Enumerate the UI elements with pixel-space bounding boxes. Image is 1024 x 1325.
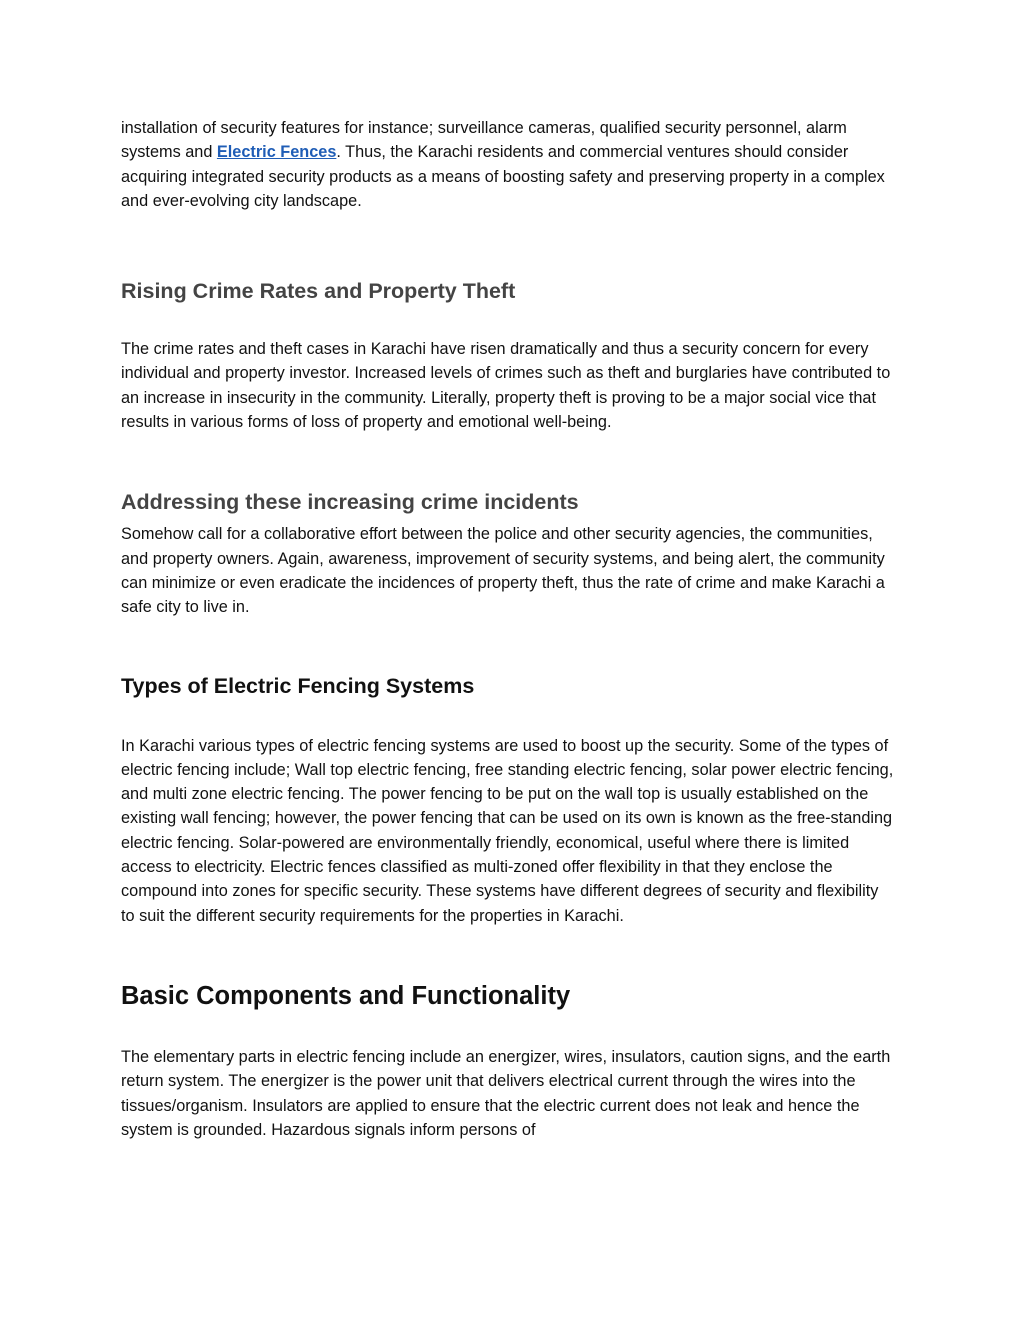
heading-addressing-crime: Addressing these increasing crime incidents <box>121 490 579 515</box>
paragraph-fencing-types: In Karachi various types of electric fencing systems are used to boost up the security. Some of the types of electric fencing include; Wall top electric fencing, free standing electric fencing, solar power electric fencing, and multi zone electric fencing. The power fencing to be put on the wall top is usually established on the existing wall fencing; however, the power fencing that can be used on its own is known as the free-standing electric fencing. Solar-powered are environmentally friendly, economical, useful where there is limited access to electricity. Electric fences classified as multi-zoned offer flexibility in that they enclose the compound into zones for specific security. These systems have different degrees of security and flexibility to suit the different security requirements for the properties in Karachi. <box>121 736 894 925</box>
paragraph-rising-crime: The crime rates and theft cases in Karachi have risen dramatically and thus a security concern for every individual and property investor. Increased levels of crimes such as theft and burglaries have contributed to an increase in insecurity in the community. Literally, property theft is proving to be a major social vice that results in various forms of loss of property and emotional well-being. <box>121 340 891 432</box>
document-body <box>121 116 896 1142</box>
intro-text-after-link: . Thus, the Karachi residents and commercial ventures should consider acquiring integrated security products as a means of boosting safety and preserving property in a complex and ever-evolving city landscape. <box>121 143 885 210</box>
intro-text-before-link: installation of security features for instance; surveillance cameras, qualified security personnel, alarm systems and <box>121 119 847 162</box>
paragraph-basic-components: The elementary parts in electric fencing include an energizer, wires, insulators, caution signs, and the earth return system. The energizer is the power unit that delivers electrical current through the wires into the tissues/organism. Insulators are applied to ensure that the electric current does not leak and hence the system is grounded. Hazardous signals inform persons of <box>121 1047 891 1139</box>
electric-fences-link[interactable]: Electric Fences <box>216 143 337 162</box>
intro-paragraph <box>121 116 896 213</box>
paragraph-addressing-crime: Somehow call for a collaborative effort between the police and other security agencies, the communities, and property owners. Again, awareness, improvement of security systems, and being alert, the community can minimize or even eradicate the incidences of property theft, thus the rate of crime and make Karachi a safe city to live in. <box>121 525 885 617</box>
heading-fencing-types: Types of Electric Fencing Systems <box>121 673 475 698</box>
heading-rising-crime: Rising Crime Rates and Property Theft <box>121 279 516 304</box>
heading-basic-components: Basic Components and Functionality <box>121 981 571 1010</box>
